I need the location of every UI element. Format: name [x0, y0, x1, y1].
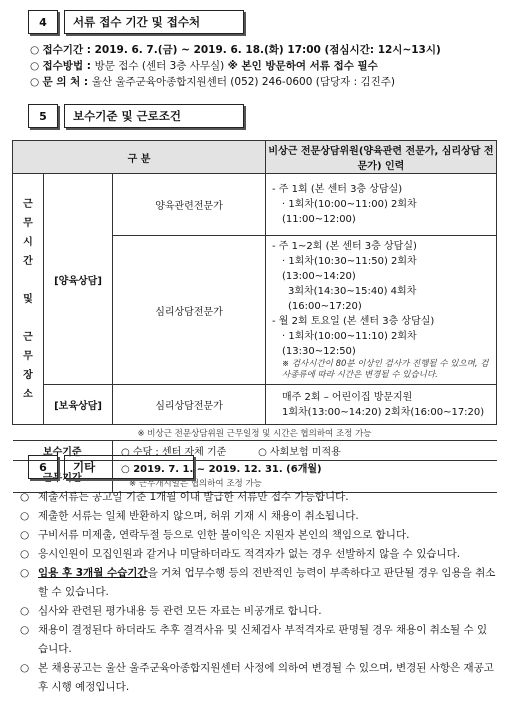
probation-emphasis: 임용 후 3개월 수습기간: [38, 567, 148, 579]
header-category: 구 분: [13, 141, 266, 174]
expert-type: 심리상담전문가: [113, 385, 266, 425]
category-parenting: [양육상담]: [44, 174, 113, 385]
schedule-cell: - 주 1회 (본 센터 3층 상담실) · 1회차(10:00~11:00) 2회차(11:00~12:00): [266, 174, 497, 236]
table-row: [13, 425, 497, 441]
section-number: 4: [28, 10, 58, 34]
section-title: 기타: [64, 455, 194, 479]
work-time-place-label: 근 무 시 간 및 근 무 장 소: [13, 174, 44, 425]
method-line: [30, 58, 378, 73]
list-item: ○ 채용이 결정된다 하더라도 추후 결격사유 및 신체검사 부적격자로 판명될 경우 채용이 취소될 수 있습니다.: [20, 624, 488, 655]
period-label: 접수기간 :: [42, 44, 95, 56]
table-row: [13, 385, 497, 425]
list-item: ○ 임용 후 3개월 수습기간을 거쳐 업무수행 등의 전반적인 능력이 부족하다고 판단될 경우 임용을 취소할 수 있습니다.: [20, 567, 496, 598]
expert-type: 양육관련전문가: [113, 174, 266, 236]
list-item: ○ 제출서류는 공고일 기준 1개월 이내 발급한 서류만 접수 가능합니다.: [20, 491, 349, 503]
section-title: 보수기준 및 근로조건: [64, 104, 244, 128]
table-header-row: [13, 141, 497, 174]
category-childcare: [보육상담]: [44, 385, 113, 425]
method-value: 방문 접수 (센터 3층 사무실): [94, 60, 228, 72]
list-item: ○ 심사와 관련된 평가내용 등 관련 모든 자료는 비공개로 합니다.: [20, 605, 322, 617]
schedule-cell: 매주 2회 – 어린이집 방문지원 1회차(13:00~14:20) 2회차(16:00~17:20): [266, 385, 497, 425]
term-label: 근무기간: [13, 461, 113, 493]
contact-label: 문 의 처 :: [42, 76, 92, 88]
table-row: [13, 174, 497, 236]
contact-line: [30, 74, 395, 89]
bullet-icon: ○: [30, 60, 40, 72]
section-6-header: [28, 455, 194, 477]
pay-label: 보수기준: [13, 441, 113, 461]
bullet-icon: ○: [30, 44, 40, 56]
exam-note: ※ 검사시간이 80분 이상인 검사가 진행될 수 있으며, 검사종류에 따라 시간은 변경될 수 있습니다.: [282, 359, 489, 380]
contact-value: 울산 울주군육아종합지원센터 (052) 246-0600 (담당자 : 김진주): [91, 76, 396, 88]
list-item: ○ 제출한 서류는 일체 반환하지 않으며, 허위 기재 시 채용이 취소됩니다.: [20, 510, 359, 522]
period-value: 2019. 6. 7.(금) ~ 2019. 6. 18.(화) 17:00 (점심시간: 12시~13시): [94, 44, 441, 56]
schedule-note: ※ 비상근 전문상담위원 근무일정 및 시간은 협의하여 조정 가능: [13, 425, 497, 441]
list-item: ○ 본 채용공고는 울산 울주군육아종합지원센터 사정에 의하여 변경될 수 있으며, 변경된 사항은 재공고 후 시행 예정입니다.: [20, 662, 494, 693]
header-description: 비상근 전문상담위원(양육관련 전문가, 심리상담 전문가) 인력: [266, 141, 497, 174]
period-line: [30, 42, 441, 57]
expert-type: 심리상담전문가: [113, 236, 266, 385]
section-4-header: [28, 10, 244, 32]
term-value: ○ 2019. 7. 1. ~ 2019. 12. 31. (6개월) ※ 근무개시일은 협의하여 조정 가능: [113, 461, 497, 493]
schedule-cell: - 주 1~2회 (본 센터 3층 상담실) · 1회차(10:30~11:50) 2회차(13:00~14:20) 3회차(14:30~15:40) 4회차(16:00~17:20) - 월 2회 토요일 (본 센터 3층 상담실) · 1회차(10:00~11:10) 2회차(13:30~12:50) ※ 검사시간이 80분 이상인 검사가 진행될 수 있으며, 검사종류에 따라 시간은 변경될 수 있습니다.: [266, 236, 497, 385]
section-title: 서류 접수 기간 및 접수처: [64, 10, 244, 34]
section-number: 5: [28, 104, 58, 128]
section-5-header: [28, 104, 244, 126]
method-emphasis: ※ 본인 방문하여 서류 접수 필수: [227, 60, 378, 72]
method-label: 접수방법 :: [42, 60, 95, 72]
pay-value: ○ 수당 : 센터 자체 기준 ○ 사회보험 미적용: [113, 441, 497, 461]
section-number: 6: [28, 455, 58, 479]
list-item: ○ 구비서류 미제출, 연락두절 등으로 인한 불이익은 지원자 본인의 책임으로 합니다.: [20, 529, 410, 541]
work-conditions-table: [12, 140, 497, 493]
list-item: ○ 응시인원이 모집인원과 같거나 미달하더라도 적격자가 없는 경우 선발하지 않을 수 있습니다.: [20, 548, 461, 560]
bullet-icon: ○: [30, 76, 40, 88]
